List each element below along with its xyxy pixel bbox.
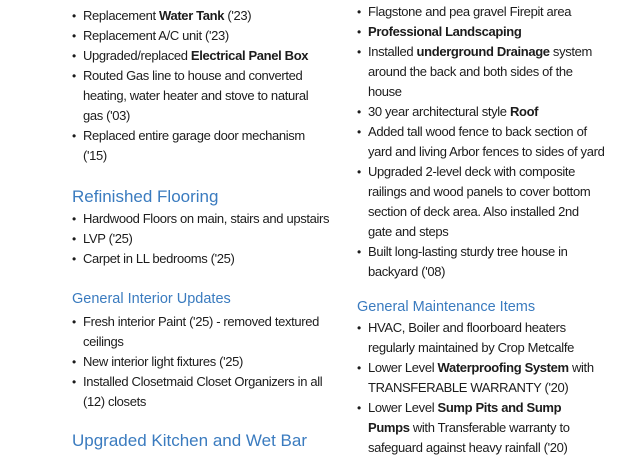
emphasis-text: Waterproofing System bbox=[437, 360, 569, 375]
list-item bbox=[357, 398, 615, 458]
bullet-icon: • bbox=[357, 321, 362, 335]
text-segment: Upgraded 2-level deck with composite bbox=[368, 164, 576, 179]
text-segment: Carpet in LL bedrooms ('25) bbox=[83, 251, 235, 266]
bullet-icon: • bbox=[357, 165, 362, 179]
list-item-line bbox=[72, 249, 328, 269]
text-segment: gate and steps bbox=[368, 224, 449, 239]
emphasis-text: Professional Landscaping bbox=[368, 24, 522, 39]
list-item-line bbox=[357, 242, 615, 262]
list-item-line bbox=[357, 398, 615, 418]
bullet-icon: • bbox=[357, 105, 362, 119]
list-item-line bbox=[72, 229, 328, 249]
list-item-line bbox=[72, 352, 328, 372]
text-segment: around the back and both sides of the bbox=[368, 64, 573, 79]
bullet-icon: • bbox=[72, 29, 77, 43]
text-segment: TRANSFERABLE WARRANTY ('20) bbox=[368, 380, 569, 395]
list-item bbox=[72, 372, 328, 412]
text-segment: regularly maintained by Crop Metcalfe bbox=[368, 340, 574, 355]
list-item bbox=[72, 249, 328, 269]
text-segment: Replacement bbox=[83, 8, 160, 23]
bullet-icon: • bbox=[72, 375, 77, 389]
list-item-line bbox=[72, 146, 328, 166]
text-segment: Fresh interior Paint ('25) - removed textured bbox=[83, 314, 319, 329]
text-segment: Added tall wood fence to back section of bbox=[368, 124, 587, 139]
bullet-icon: • bbox=[357, 5, 362, 19]
list-item-line bbox=[357, 162, 615, 182]
list-item-line bbox=[72, 86, 328, 106]
list-item-line bbox=[357, 378, 615, 398]
text-segment: Installed Closetmaid Closet Organizers in all bbox=[83, 374, 323, 389]
bullet-icon: • bbox=[72, 9, 77, 23]
emphasis-text: Sump Pits and Sump bbox=[437, 400, 562, 415]
text-segment: ceilings bbox=[83, 334, 124, 349]
list-item bbox=[72, 229, 328, 249]
list-item bbox=[357, 102, 615, 122]
list-item bbox=[72, 312, 328, 352]
text-segment: with Transferable warranty to bbox=[409, 420, 570, 435]
list-item bbox=[357, 2, 615, 22]
list-item-line bbox=[72, 372, 328, 392]
list-item-line bbox=[72, 126, 328, 146]
emphasis-text: underground Drainage bbox=[416, 44, 550, 59]
emphasis-text: Electrical Panel Box bbox=[190, 48, 309, 63]
list-item-line bbox=[72, 332, 328, 352]
section-title-flooring: Refinished Flooring bbox=[72, 187, 219, 206]
list-item-line bbox=[357, 102, 615, 122]
bullet-icon: • bbox=[72, 252, 77, 266]
list-item-line bbox=[357, 338, 615, 358]
list-item bbox=[357, 22, 615, 42]
text-segment: 30 year architectural style bbox=[368, 104, 510, 119]
list-item bbox=[357, 358, 615, 398]
emphasis-text: Roof bbox=[509, 104, 539, 119]
list-item-line bbox=[72, 106, 328, 126]
bullet-icon: • bbox=[357, 401, 362, 415]
bullet-icon: • bbox=[72, 129, 77, 143]
bullet-icon: • bbox=[72, 315, 77, 329]
list-item bbox=[72, 209, 328, 229]
section-title-kitchen: Upgraded Kitchen and Wet Bar bbox=[72, 431, 307, 450]
text-segment: backyard ('08) bbox=[368, 264, 446, 279]
list-item-line bbox=[72, 46, 328, 66]
list-item-line bbox=[357, 182, 615, 202]
list-item-line bbox=[72, 66, 328, 86]
bullet-icon: • bbox=[357, 25, 362, 39]
text-segment: Replaced entire garage door mechanism bbox=[83, 128, 305, 143]
text-segment: LVP ('25) bbox=[83, 231, 133, 246]
list-item-line bbox=[357, 142, 615, 162]
list-item-line bbox=[72, 312, 328, 332]
text-segment: railings and wood panels to cover bottom bbox=[368, 184, 591, 199]
list-item bbox=[72, 352, 328, 372]
list-item bbox=[72, 6, 328, 26]
list-item-line bbox=[357, 82, 615, 102]
text-segment: yard and living Arbor fences to sides of yard bbox=[368, 144, 605, 159]
text-segment: heating, water heater and stove to natural bbox=[83, 88, 309, 103]
text-segment: Hardwood Floors on main, stairs and upstairs bbox=[83, 211, 330, 226]
text-segment: Lower Level bbox=[368, 360, 438, 375]
bullet-icon: • bbox=[357, 361, 362, 375]
list-item-line bbox=[357, 22, 615, 42]
list-item-line bbox=[357, 262, 615, 282]
list-item-line bbox=[72, 6, 328, 26]
list-item-line bbox=[72, 209, 328, 229]
bullet-icon: • bbox=[72, 355, 77, 369]
text-segment: Flagstone and pea gravel Firepit area bbox=[368, 4, 572, 19]
text-segment: system bbox=[549, 44, 593, 59]
text-segment: (12) closets bbox=[83, 394, 146, 409]
text-segment: Replacement A/C unit ('23) bbox=[83, 28, 229, 43]
list-item bbox=[357, 162, 615, 242]
list-item-line bbox=[357, 222, 615, 242]
list-item-line bbox=[357, 438, 615, 458]
text-segment: gas ('03) bbox=[83, 108, 131, 123]
list-item bbox=[357, 42, 615, 102]
bullet-icon: • bbox=[72, 212, 77, 226]
bullet-icon: • bbox=[357, 45, 362, 59]
list-item-line bbox=[357, 202, 615, 222]
text-segment: Lower Level bbox=[368, 400, 438, 415]
list-item-line bbox=[357, 122, 615, 142]
list-item-line bbox=[72, 26, 328, 46]
emphasis-text: Water Tank bbox=[159, 8, 225, 23]
text-segment: safeguard against heavy rainfall ('20) bbox=[368, 440, 568, 455]
list-item-line bbox=[357, 418, 615, 438]
text-segment: ('15) bbox=[83, 148, 107, 163]
bullet-icon: • bbox=[357, 245, 362, 259]
emphasis-text: Pumps bbox=[368, 420, 410, 435]
list-item-line bbox=[357, 318, 615, 338]
text-segment: with bbox=[568, 360, 594, 375]
text-segment: New interior light fixtures ('25) bbox=[83, 354, 243, 369]
list-item-line bbox=[72, 392, 328, 412]
list-item bbox=[357, 122, 615, 162]
section-title-interior: General Interior Updates bbox=[72, 291, 231, 307]
text-segment: Installed bbox=[368, 44, 417, 59]
list-item bbox=[72, 66, 328, 126]
text-segment: Upgraded/replaced bbox=[83, 48, 191, 63]
section-title-maintenance: General Maintenance Items bbox=[357, 299, 536, 315]
list-item bbox=[357, 242, 615, 282]
list-item-line bbox=[357, 2, 615, 22]
bullet-icon: • bbox=[72, 232, 77, 246]
text-segment: section of deck area. Also installed 2nd bbox=[368, 204, 579, 219]
list-item bbox=[357, 318, 615, 358]
text-segment: Routed Gas line to house and converted bbox=[83, 68, 303, 83]
bullet-icon: • bbox=[72, 49, 77, 63]
bullet-icon: • bbox=[72, 69, 77, 83]
text-segment: ('23) bbox=[224, 8, 252, 23]
text-segment: HVAC, Boiler and floorboard heaters bbox=[368, 320, 566, 335]
text-segment: Built long-lasting sturdy tree house in bbox=[368, 244, 568, 259]
text-segment: house bbox=[368, 84, 402, 99]
bullet-icon: • bbox=[357, 125, 362, 139]
list-item bbox=[72, 126, 328, 166]
list-item-line bbox=[357, 358, 615, 378]
list-item-line bbox=[357, 42, 615, 62]
list-item-line bbox=[357, 62, 615, 82]
list-item bbox=[72, 26, 328, 46]
list-item bbox=[72, 46, 328, 66]
